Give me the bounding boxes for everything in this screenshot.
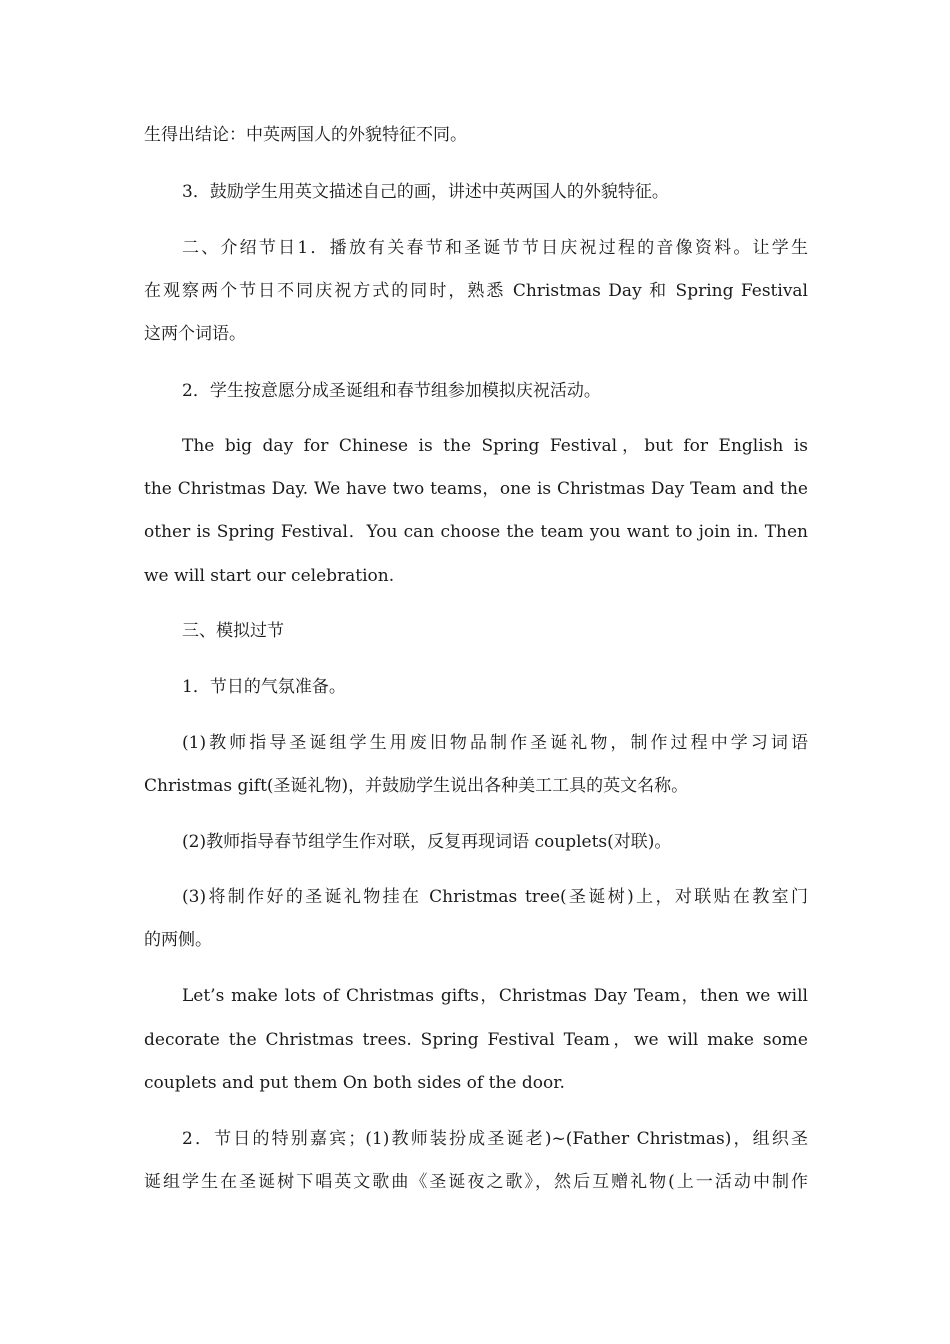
text-line: we will start our celebration. [144,566,395,586]
text-line: decorate the Christmas trees. Spring Festival Team，we will make some [144,1030,808,1050]
text-line: 这两个词语。 [144,324,246,344]
text-line: Let’s make lots of Christmas gifts，Christmas Day Team，then we will [182,986,808,1006]
text-line: (3)将制作好的圣诞礼物挂在 Christmas tree(圣诞树)上，对联贴在教室门 [182,887,808,907]
text-line: 2．学生按意愿分成圣诞组和春节组参加模拟庆祝活动。 [182,381,601,401]
text-line: The big day for Chinese is the Spring Festival，but for English is [182,436,808,456]
text-line: 诞组学生在圣诞树下唱英文歌曲《圣诞夜之歌》，然后互赠礼物(上一活动中制作 [144,1172,808,1192]
text-line: 在观察两个节日不同庆祝方式的同时，熟悉 Christmas Day 和 Spring Festival [144,281,808,301]
text-line: (2)教师指导春节组学生作对联，反复再现词语 couplets(对联)。 [182,832,672,852]
text-line: other is Spring Festival．You can choose the team you want to join in. Then [144,522,808,542]
text-line: 3．鼓励学生用英文描述自己的画，讲述中英两国人的外貌特征。 [182,182,669,202]
text-line: 1．节日的气氛准备。 [182,677,346,697]
text-line: 二、介绍节日1．播放有关春节和圣诞节节日庆祝过程的音像资料。让学生 [182,238,808,258]
text-line: 生得出结论：中英两国人的外貌特征不同。 [144,125,467,145]
text-line: 的两侧。 [144,930,212,950]
text-line: couplets and put them On both sides of the door. [144,1073,565,1093]
text-line: (1)教师指导圣诞组学生用废旧物品制作圣诞礼物，制作过程中学习词语 [182,733,808,753]
text-line: Christmas gift(圣诞礼物)，并鼓励学生说出各种美工工具的英文名称。 [144,776,689,796]
text-line: 2．节日的特别嘉宾；(1)教师装扮成圣诞老)~(Father Christmas)，组织圣 [182,1129,808,1149]
text-line: the Christmas Day. We have two teams，one is Christmas Day Team and the [144,479,808,499]
section-heading: 三、模拟过节 [182,621,284,641]
